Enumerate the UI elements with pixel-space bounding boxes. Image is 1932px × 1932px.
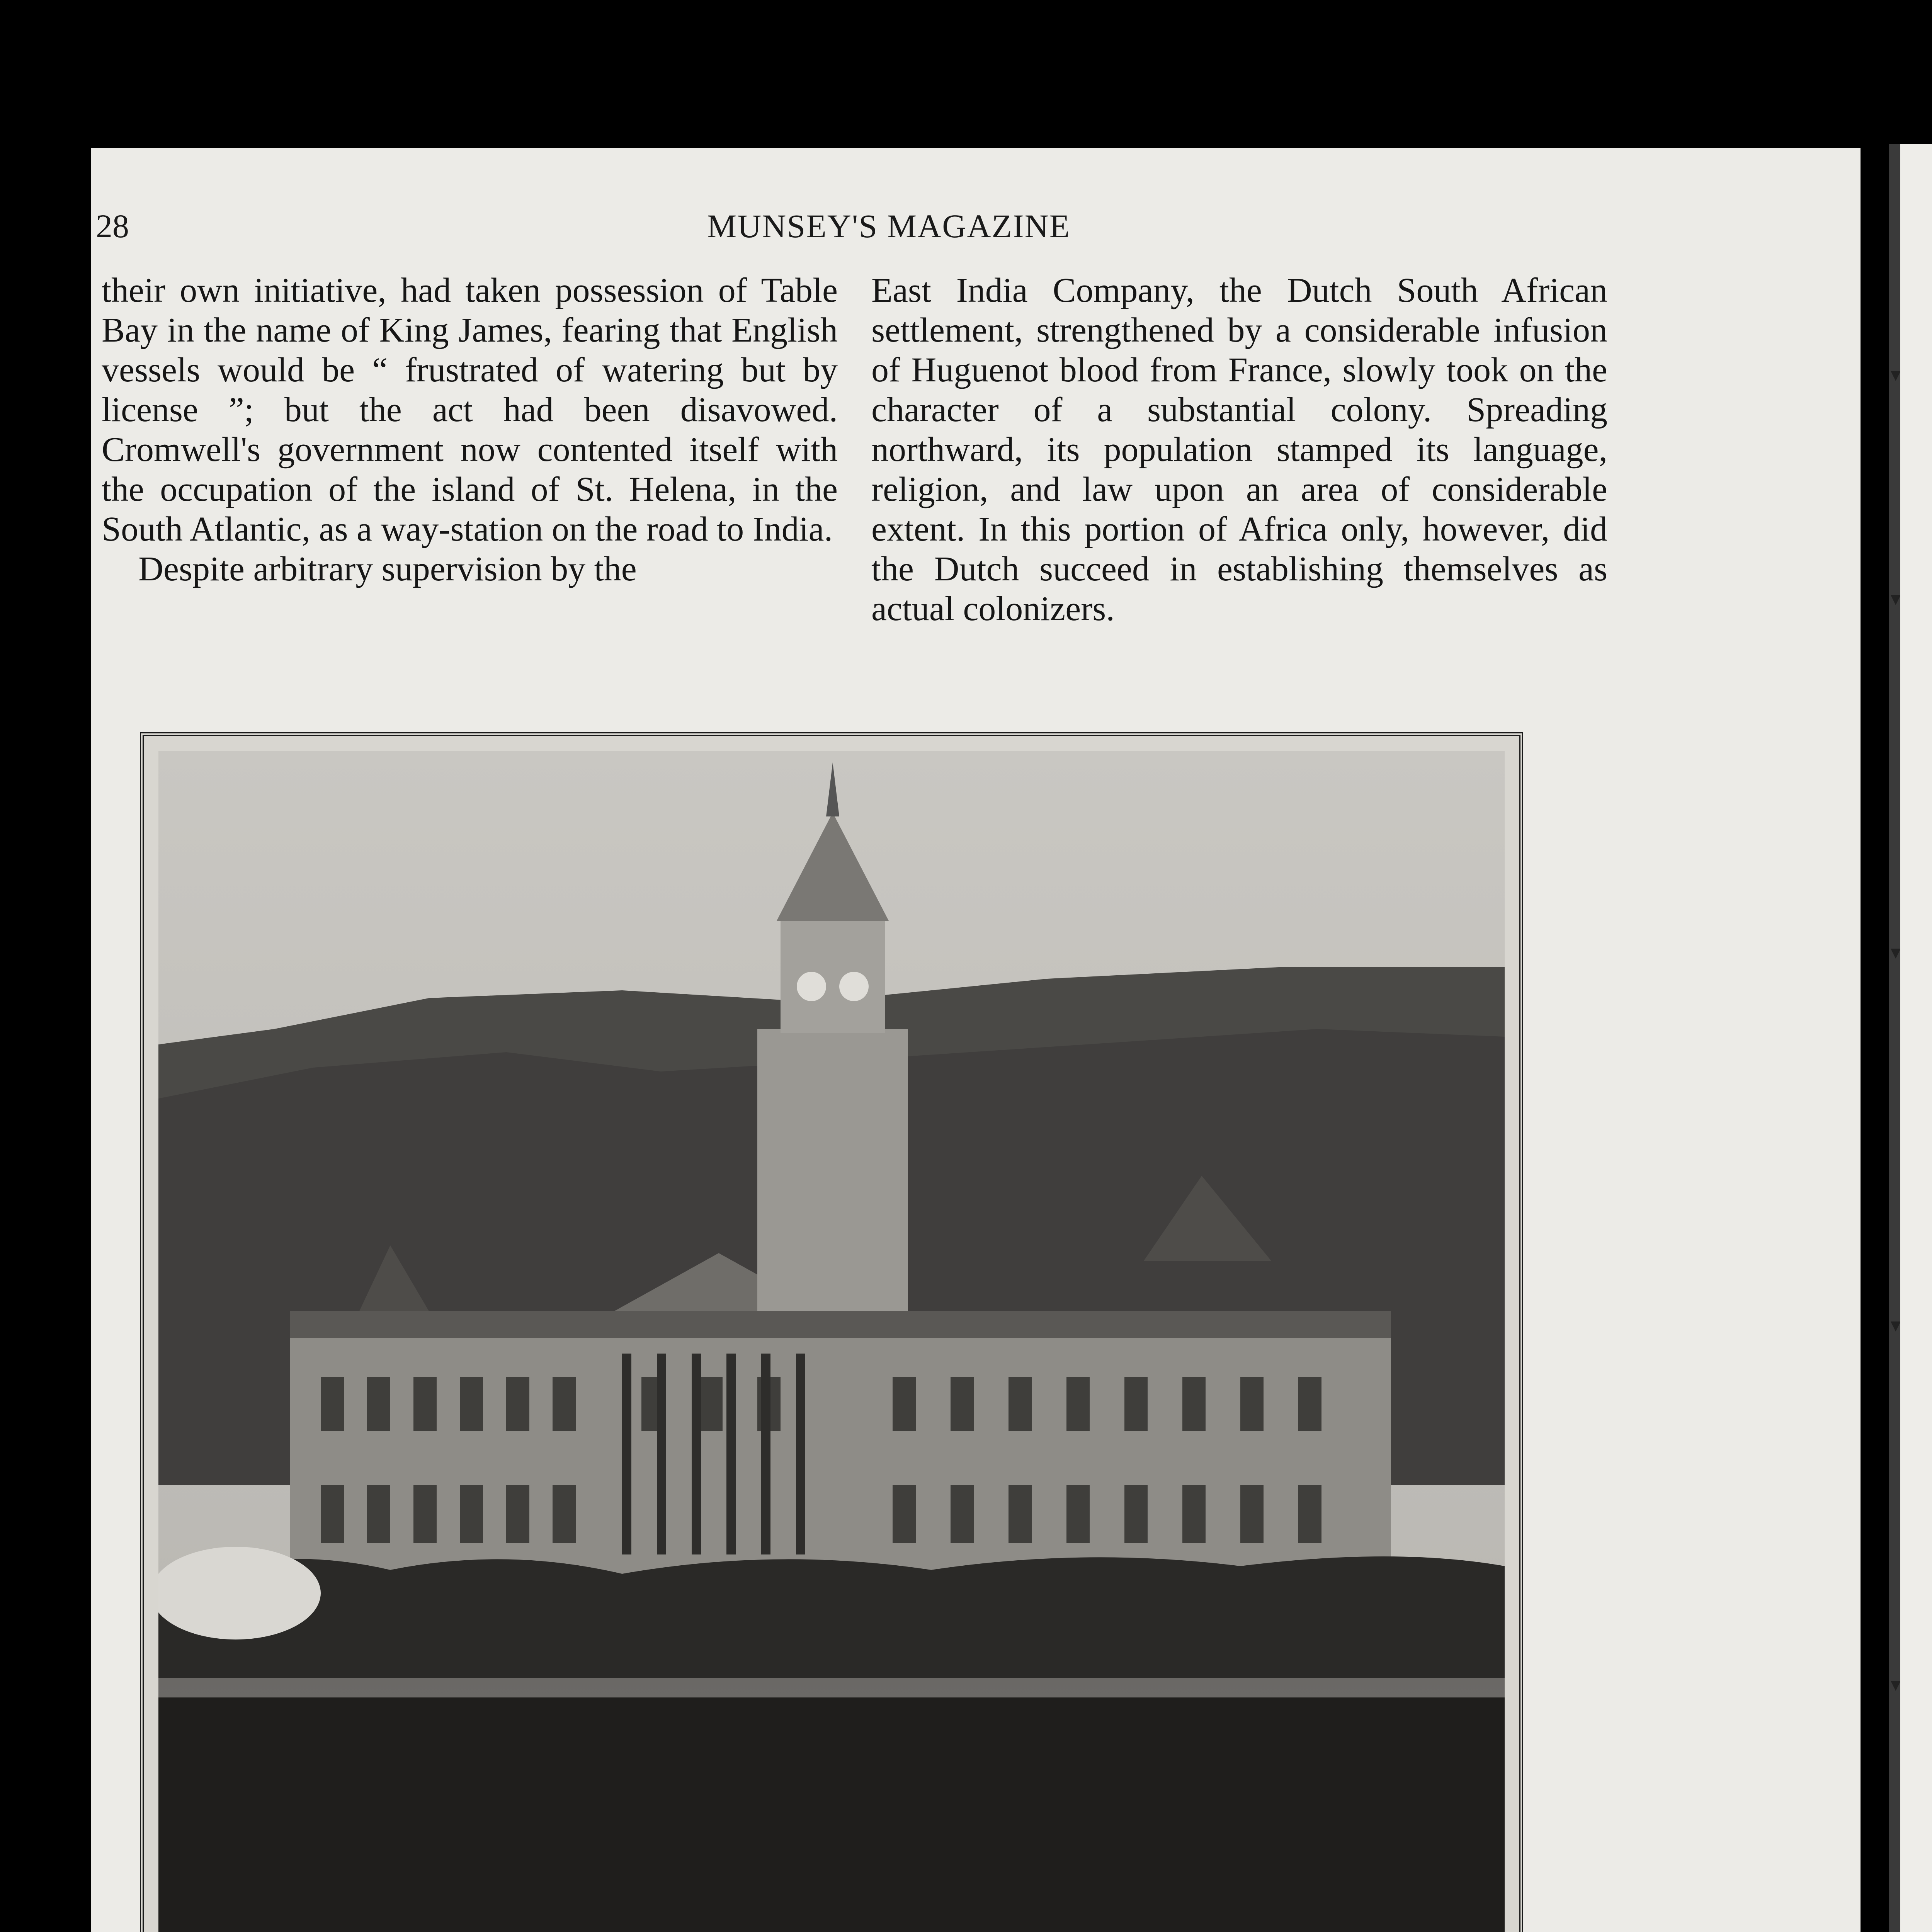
market-umbrella <box>158 1547 321 1639</box>
paragraph: Despite arbitrary supervision by the <box>138 550 637 588</box>
binding-stitch <box>1891 1681 1901 1691</box>
page-number: 28 <box>96 207 129 245</box>
binding-stitch <box>1891 949 1901 959</box>
market-crowd <box>158 1697 1505 1932</box>
clock-face <box>797 972 826 1001</box>
clock-face <box>839 972 869 1001</box>
photo-frame <box>140 732 1523 1932</box>
city-hall-photo <box>158 751 1505 1932</box>
photo-illustration <box>158 751 1505 1932</box>
right-column <box>871 270 1607 629</box>
clock-tower <box>757 1029 908 1311</box>
facing-page-edge <box>1900 144 1932 1932</box>
paragraph: their own initiative, had taken possession of Table Bay in the name of King James, fearing that English vessels would be “ frustrated of watering but by license ”; but the act had been disavowed. Cromwell's government now contented itself with the occupation of the island of St. Helena, in the South Atlantic, as a way-station on the road to India. <box>102 271 838 548</box>
binding-stitch <box>1891 595 1901 605</box>
tree-line <box>158 1556 1505 1697</box>
tower-upper <box>781 917 885 1033</box>
building-roofline <box>290 1311 1391 1338</box>
left-column <box>102 270 838 589</box>
paragraph: East India Company, the Dutch South African settlement, strengthened by a considerable infusion of Huguenot blood from France, slowly took on the character of a substantial colony. Spreading northward, its population stamped its language, religion, and law upon an area of considerable extent. In this portion of Africa only, however, did the Dutch succeed in establishing themselves as actual colonizers. <box>871 271 1607 628</box>
binding-stitch <box>1891 371 1901 381</box>
running-head: MUNSEY'S MAGAZINE <box>707 207 1071 245</box>
binding-stitch <box>1891 1321 1901 1332</box>
